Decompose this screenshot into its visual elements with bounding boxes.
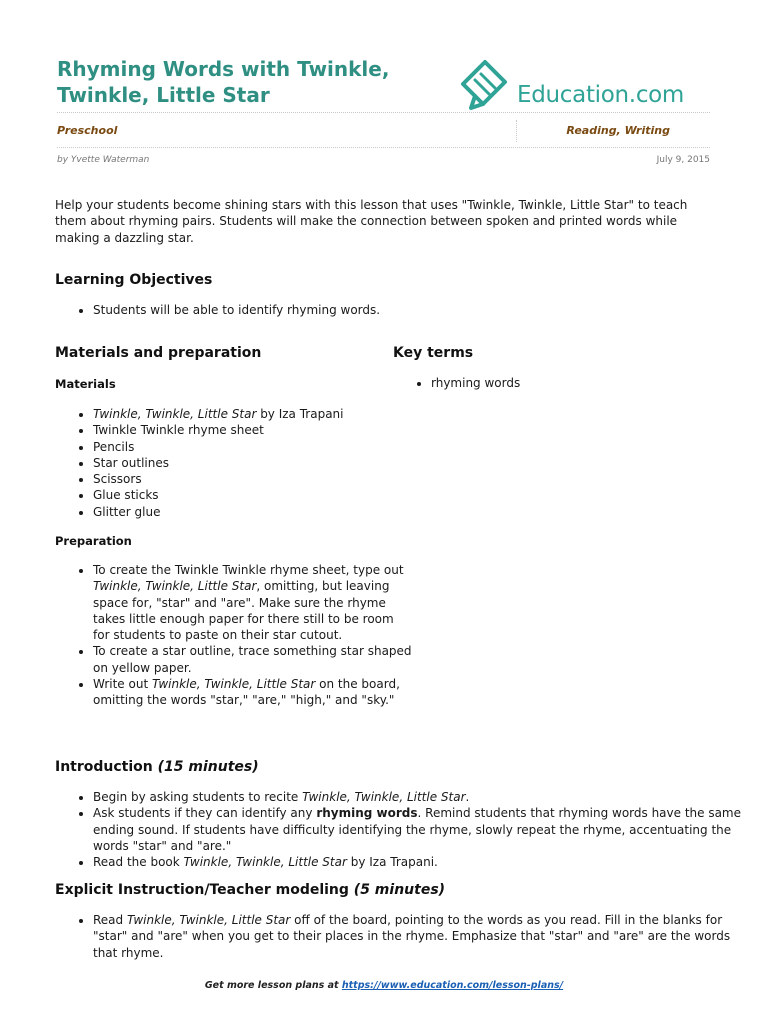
list-item: • Twinkle, Twinkle, Little Star by Iza Trapani: [93, 406, 393, 422]
materials-list: [55, 406, 393, 520]
list-item: • Write out Twinkle, Twinkle, Little Star on the board, omitting the words "star," "are," "high," and "sky.": [93, 676, 413, 709]
footer-text: Get more lesson plans at: [204, 980, 342, 991]
materials-preparation-heading: Materials and preparation: [55, 345, 262, 361]
header-divider: [57, 112, 710, 113]
list-item: • Students will be able to identify rhyming words.: [93, 302, 693, 318]
list-item: • Read the book Twinkle, Twinkle, Little Star by Iza Trapani.: [93, 854, 753, 870]
preparation-subheading: Preparation: [55, 534, 132, 548]
preparation-list: [55, 562, 413, 709]
key-terms-heading: Key terms: [393, 345, 474, 361]
introduction-list: [55, 789, 753, 870]
lesson-plans-link[interactable]: https://www.education.com/lesson-plans/: [341, 980, 564, 991]
list-item: • To create the Twinkle Twinkle rhyme sheet, type out Twinkle, Twinkle, Little Star, omitting, but leaving space for, "star" and "are". Make sure the rhyme takes little enough paper for there still to be room for students to paste on their star cutout.: [93, 562, 413, 643]
date-label: July 9, 2015: [656, 155, 710, 165]
list-item: • rhyming words: [431, 375, 731, 391]
education-com-logo: [455, 56, 715, 114]
title-line-2: Twinkle, Little Star: [57, 83, 270, 107]
pencil-logo-icon: [455, 56, 515, 114]
explicit-instruction-heading: Explicit Instruction/Teacher modeling (5 minutes): [55, 882, 446, 898]
title-line-1: Rhyming Words with Twinkle,: [57, 57, 390, 81]
list-item: • Star outlines: [93, 455, 393, 471]
introduction-heading: Introduction (15 minutes): [55, 759, 259, 775]
meta-divider: [57, 147, 710, 148]
explicit-instruction-list: [55, 912, 753, 961]
subject-label: Reading, Writing: [566, 124, 670, 137]
intro-paragraph: Help your students become shining stars with this lesson that uses "Twinkle, Twinkle, Little Star" to teach them about rhyming pairs. Students will make the connection between spoken and printed words while making a dazzling star.: [55, 198, 688, 245]
list-item: • Ask students if they can identify any rhyming words. Remind students that rhyming words have the same ending sound. If students have difficulty identifying the rhyme, slowly repeat the rhyme, accentuating the words "star" and "are.": [93, 805, 753, 854]
list-item: • Scissors: [93, 471, 393, 487]
list-item: • Glue sticks: [93, 487, 393, 503]
materials-subheading: Materials: [55, 377, 116, 391]
key-terms-list: [393, 375, 731, 391]
header-vertical-divider: [516, 120, 517, 142]
author-label: by Yvette Waterman: [57, 155, 150, 165]
learning-objectives-heading: Learning Objectives: [55, 272, 213, 288]
grade-label: Preschool: [57, 124, 118, 137]
list-item: • Glitter glue: [93, 504, 393, 520]
logo-wordmark: Education.com: [517, 82, 685, 108]
page-title: [57, 56, 457, 108]
list-item: • Twinkle Twinkle rhyme sheet: [93, 422, 393, 438]
list-item: • Begin by asking students to recite Twinkle, Twinkle, Little Star.: [93, 789, 753, 805]
list-item: • To create a star outline, trace something star shaped on yellow paper.: [93, 643, 413, 676]
list-item: • Pencils: [93, 439, 393, 455]
footer: [0, 980, 768, 991]
list-item: • Read Twinkle, Twinkle, Little Star off of the board, pointing to the words as you read. Fill in the blanks for "star" and "are" when you get to their places in the rhyme. Emphasize that "star" and "are" are the words that rhyme.: [93, 912, 753, 961]
learning-objectives-list: [55, 302, 693, 318]
